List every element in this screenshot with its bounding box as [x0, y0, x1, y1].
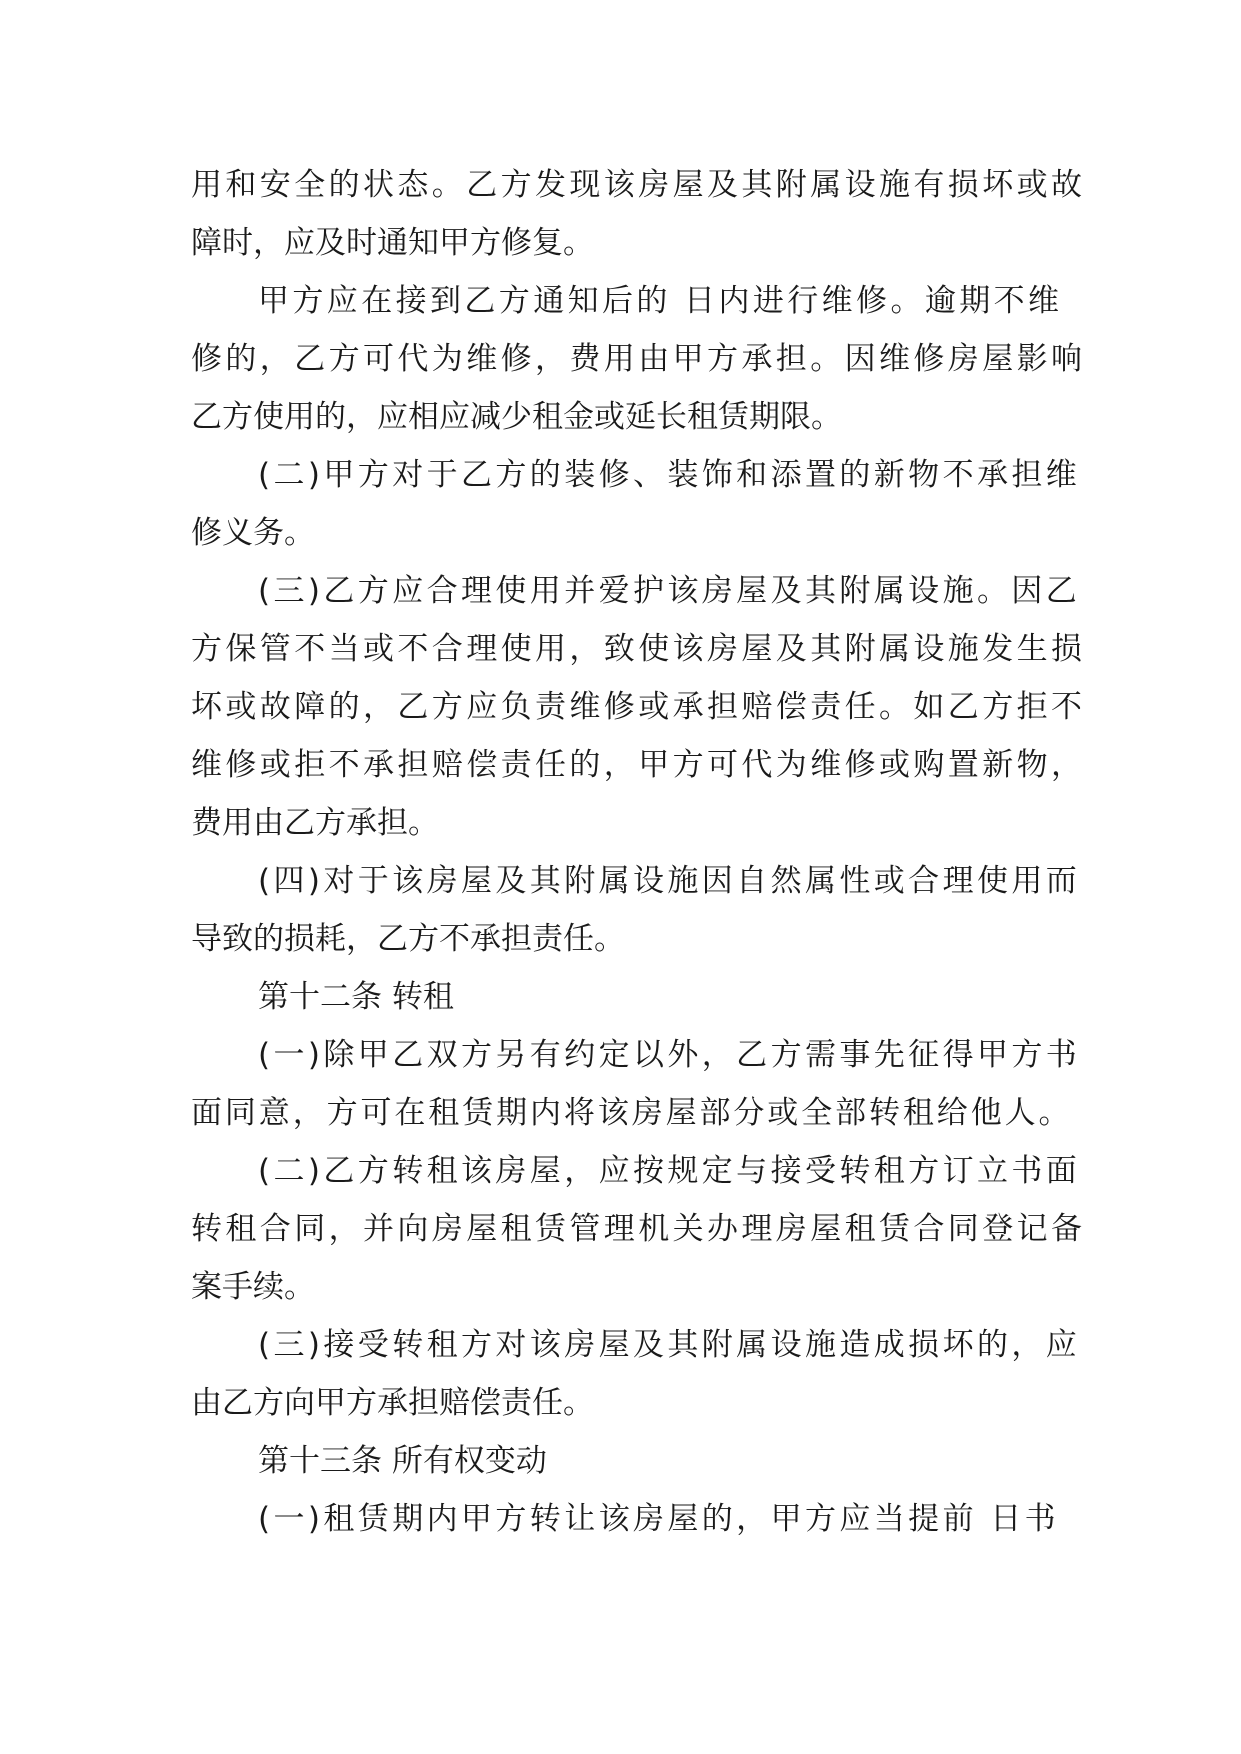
- text-line: (一)租赁期内甲方转让该房屋的，甲方应当提前 日书: [258, 1501, 1060, 1537]
- text-line: (三)乙方应合理使用并爱护该房屋及其附属设施。因乙: [258, 573, 1081, 609]
- text-line: 案手续。: [191, 1269, 315, 1305]
- text-line: 面同意，方可在租赁期内将该房屋部分或全部转租给他人。: [191, 1095, 1073, 1131]
- text-line: (一)除甲乙双方另有约定以外，乙方需事先征得甲方书: [258, 1037, 1081, 1073]
- text-line: 乙方使用的，应相应减少租金或延长租赁期限。: [191, 399, 842, 435]
- text-line: 修的，乙方可代为维修，费用由甲方承担。因维修房屋影响: [191, 341, 1086, 377]
- text-line: 由乙方向甲方承担赔偿责任。: [191, 1385, 594, 1421]
- text-line: (二)甲方对于乙方的装修、装饰和添置的新物不承担维: [258, 457, 1081, 493]
- text-line: (二)乙方转租该房屋，应按规定与接受转租方订立书面: [258, 1153, 1081, 1189]
- text-line: (四)对于该房屋及其附属设施因自然属性或合理使用而: [258, 863, 1081, 899]
- text-line: 导致的损耗，乙方不承担责任。: [191, 921, 625, 957]
- section-heading: 第十三条 所有权变动: [258, 1443, 547, 1479]
- text-line: 甲方应在接到乙方通知后的 日内进行维修。逾期不维: [258, 283, 1063, 319]
- text-line: (三)接受转租方对该房屋及其附属设施造成损坏的，应: [258, 1327, 1081, 1363]
- text-line: 转租合同，并向房屋租赁管理机关办理房屋租赁合同登记备: [191, 1211, 1086, 1247]
- text-line: 维修或拒不承担赔偿责任的，甲方可代为维修或购置新物，: [191, 747, 1086, 783]
- text-line: 费用由乙方承担。: [191, 805, 439, 841]
- text-line: 障时，应及时通知甲方修复。: [191, 225, 594, 261]
- text-line: 方保管不当或不合理使用，致使该房屋及其附属设施发生损: [191, 631, 1086, 667]
- text-line: 用和安全的状态。乙方发现该房屋及其附属设施有损坏或故: [191, 167, 1086, 203]
- text-line: 修义务。: [191, 515, 315, 551]
- text-line: 坏或故障的，乙方应负责维修或承担赔偿责任。如乙方拒不: [191, 689, 1086, 725]
- section-heading: 第十二条 转租: [258, 979, 454, 1015]
